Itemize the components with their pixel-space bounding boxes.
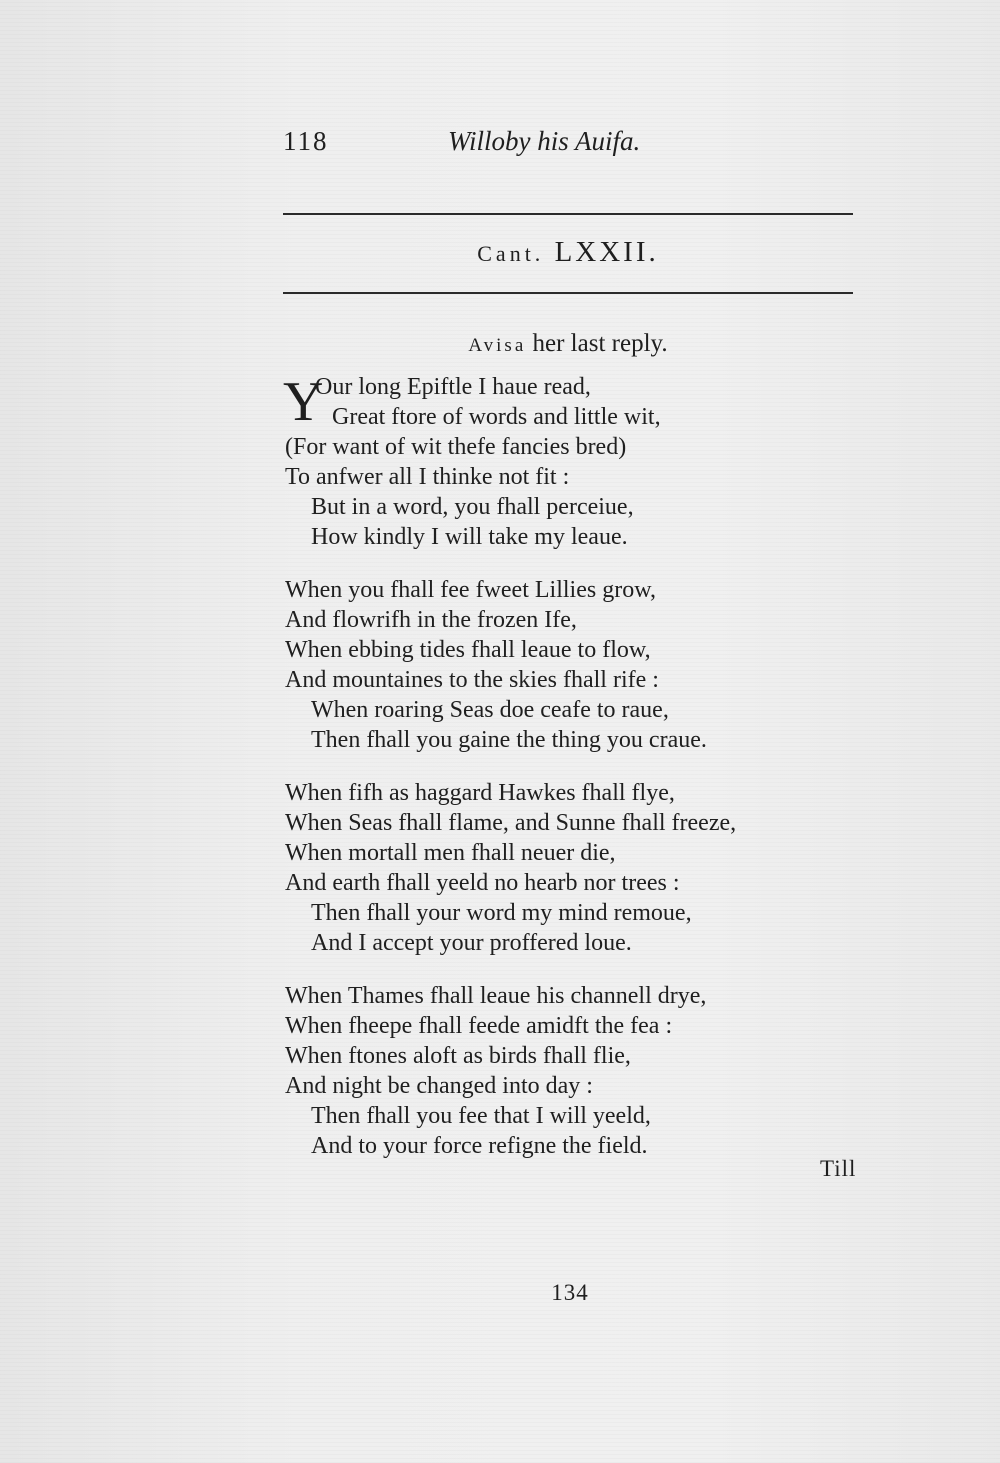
bottom-rule	[283, 292, 853, 294]
poem-line: (For want of wit thefe fancies bred)	[285, 434, 627, 460]
drop-cap: Y	[283, 371, 324, 433]
poem-line: And to your force refigne the field.	[311, 1133, 648, 1159]
subheading	[283, 330, 853, 358]
catchword: Till	[820, 1156, 857, 1181]
poem-line: Our long Epiftle I haue read,	[315, 374, 591, 400]
poem-line: Then fhall you gaine the thing you craue.	[311, 727, 707, 753]
poem-line: Great ftore of words and little wit,	[332, 404, 661, 430]
poem-line: And mountaines to the skies fhall rife :	[285, 667, 659, 693]
subheading-rest: her last reply.	[526, 330, 668, 357]
poem-line: When fifh as haggard Hawkes fhall flye,	[285, 780, 675, 806]
poem	[285, 372, 865, 1184]
poem-line: But in a word, you fhall perceiue,	[311, 494, 634, 520]
poem-line: How kindly I will take my leaue.	[311, 524, 628, 550]
poem-line: When you fhall fee fweet Lillies grow,	[285, 577, 656, 603]
poem-line: Then fhall your word my mind remoue,	[311, 900, 692, 926]
canto-number: LXXII.	[554, 236, 659, 268]
folio-number: 134	[551, 1280, 589, 1305]
poem-line: To anfwer all I thinke not fit :	[285, 464, 570, 490]
stanza-1	[285, 372, 865, 552]
canto-label: Cant.	[477, 241, 545, 266]
page-number: 118	[283, 126, 329, 156]
poem-line: Then fhall you fee that I will yeeld,	[311, 1103, 651, 1129]
canto-heading	[283, 236, 853, 269]
top-rule	[283, 213, 853, 215]
poem-line: When Thames fhall leaue his channell drye,	[285, 983, 707, 1009]
running-title: Willoby his Auifa.	[448, 126, 641, 156]
running-head	[283, 122, 853, 162]
poem-line: And flowrifh in the frozen Ife,	[285, 607, 577, 633]
poem-line: When mortall men fhall neuer die,	[285, 840, 616, 866]
stanza-3	[285, 778, 865, 958]
poem-line: And night be changed into day :	[285, 1073, 593, 1099]
stanza-2	[285, 575, 865, 755]
poem-line: When fheepe fhall feede amidft the fea :	[285, 1013, 673, 1039]
poem-line: When Seas fhall flame, and Sunne fhall freeze,	[285, 810, 737, 836]
poem-line: When roaring Seas doe ceafe to raue,	[311, 697, 669, 723]
subheading-name: Avisa	[468, 335, 527, 356]
poem-line: And earth fhall yeeld no hearb nor trees :	[285, 870, 680, 896]
poem-line: When ebbing tides fhall leaue to flow,	[285, 637, 651, 663]
poem-line: And I accept your proffered loue.	[311, 930, 632, 956]
stanza-4	[285, 981, 865, 1161]
poem-line: When ftones aloft as birds fhall flie,	[285, 1043, 631, 1069]
drop-cap-block	[285, 372, 865, 432]
